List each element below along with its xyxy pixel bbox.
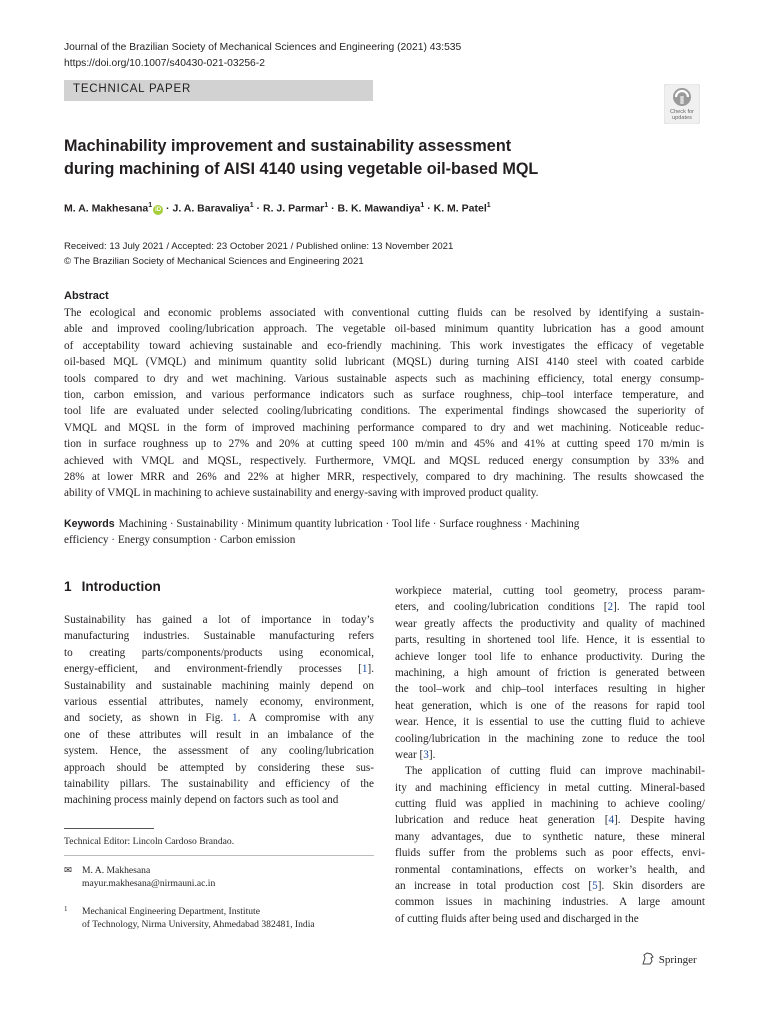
body-line xyxy=(395,681,705,697)
section-banner xyxy=(64,80,373,101)
author-affiliation-mark: 1 xyxy=(249,202,254,209)
title-line-2: during machining of AISI 4140 using vegetable oil-based MQL xyxy=(64,160,539,178)
author-separator: · xyxy=(163,202,173,215)
footnote-rule xyxy=(64,828,154,829)
body-line xyxy=(395,911,705,927)
journal-citation: Journal of the Brazilian Society of Mechanical Sciences and Engineering (2021) 43:535 xyxy=(64,42,462,53)
publication-dates xyxy=(64,240,704,269)
body-line xyxy=(395,796,705,812)
body-column-right xyxy=(395,583,705,927)
section-title: Introduction xyxy=(81,579,161,594)
body-text: an increase in total production cost [ xyxy=(395,880,593,893)
affiliation-line-1: Mechanical Engineering Department, Institute xyxy=(82,906,260,917)
body-line xyxy=(395,747,705,763)
body-line xyxy=(64,776,374,792)
affiliation-note xyxy=(64,903,315,931)
body-text: ity and machining efficiency in metal cutting. Mineral-based xyxy=(395,781,705,794)
body-line xyxy=(64,628,374,644)
history-dates: Received: 13 July 2021 / Accepted: 23 October 2021 / Published online: 13 November 2021 xyxy=(64,241,454,252)
envelope-icon: ✉ xyxy=(64,865,73,876)
copyright-line: © The Brazilian Society of Mechanical Sciences and Engineering 2021 xyxy=(64,255,364,267)
body-line xyxy=(395,649,705,665)
crossmark-line2: updates xyxy=(672,115,692,121)
body-text: heat generation, which is one of the reasons for rapid tool xyxy=(395,699,705,712)
body-line xyxy=(64,743,374,759)
abstract-line: of acceptability toward achieving sustainable and eco-friendly machining. This work investigates the efficacy of vegetable xyxy=(64,339,704,352)
body-text: approach should be attempted by considering these sus- xyxy=(64,761,374,774)
body-line xyxy=(395,780,705,796)
body-line xyxy=(395,812,705,828)
body-line xyxy=(64,760,374,776)
abstract-heading: Abstract xyxy=(64,290,109,302)
body-text: one of these attributes will result in an imbalance of the xyxy=(64,728,374,741)
body-line xyxy=(395,714,705,730)
author-affiliation-mark: 1 xyxy=(324,202,329,209)
publisher-logo xyxy=(640,952,697,966)
citation-link[interactable]: 2 xyxy=(607,601,614,614)
body-text: fluids suffer from the problems such as poor effects, envi- xyxy=(395,847,705,860)
body-text: manufacturing industries. Sustainable manufacturing refers xyxy=(64,630,374,643)
body-text: energy-efficient, and environment-friendly processes [ xyxy=(64,663,362,676)
body-text: various essential attributes, namely economy, environment, xyxy=(64,695,374,708)
body-line xyxy=(64,727,374,743)
abstract-line: achieved with VMQL and MQSL, respectively. Furthermore, VMQL and MQSL reduced energy consumption by 33% and xyxy=(64,454,704,467)
body-text: of cutting fluids after being used and discharged in the xyxy=(395,912,639,925)
keywords-line-1: Machining · Sustainability · Minimum quantity lubrication · Tool life · Surface roughness · Machining xyxy=(118,518,580,530)
author-name[interactable]: K. M. Patel xyxy=(433,202,487,215)
author-name[interactable]: B. K. Mawandiya xyxy=(337,202,421,215)
affiliation-number: 1 xyxy=(64,905,68,913)
body-text: wear greatly affects the productivity and quality of machined xyxy=(395,617,705,630)
body-text: common issues in machining industries. A large amount xyxy=(395,896,705,909)
body-text: eters, and cooling/lubrication conditions [ xyxy=(395,601,608,614)
crossmark-icon xyxy=(664,84,700,124)
publisher-name: Springer xyxy=(658,954,697,966)
author-list xyxy=(64,202,724,215)
author-name[interactable]: M. A. Makhesana xyxy=(64,202,149,215)
author-name[interactable]: R. J. Parmar xyxy=(262,202,325,215)
keywords-block xyxy=(64,516,704,549)
keywords-line-2: efficiency · Energy consumption · Carbon emission xyxy=(64,534,296,547)
body-line xyxy=(395,583,705,599)
abstract-line: able and improved cooling/lubrication approach. The vegetable oil-based minimum quantity lubrication has a good amount xyxy=(64,323,704,336)
body-line xyxy=(395,599,705,615)
author-separator: · xyxy=(424,202,434,215)
body-line xyxy=(64,645,374,661)
section-number: 1 xyxy=(64,579,72,594)
body-line xyxy=(395,665,705,681)
citation-link[interactable]: 1 xyxy=(361,663,368,676)
body-text: ]. Skin disorders are xyxy=(597,880,705,893)
body-line xyxy=(395,632,705,648)
author-affiliation-mark: 1 xyxy=(486,202,491,209)
body-line xyxy=(64,612,374,628)
body-text: machining, a high amount of friction is generated between xyxy=(395,666,705,679)
section-heading-introduction xyxy=(64,579,161,594)
abstract-line: tool life are evaluated under selected cooling/lubricating conditions. The experimental findings showcased the superiority of xyxy=(64,405,704,418)
author-affiliation-mark: 1 xyxy=(148,202,153,209)
author-separator: · xyxy=(328,202,338,215)
article-title xyxy=(64,135,704,181)
body-line xyxy=(395,698,705,714)
body-text: and society, as shown in Fig. xyxy=(64,712,232,725)
body-line xyxy=(395,829,705,845)
springer-horse-icon xyxy=(640,952,656,965)
crossmark-line1: Check for xyxy=(670,109,694,115)
author-separator: · xyxy=(253,202,263,215)
contact-name: M. A. Makhesana xyxy=(82,865,151,876)
body-text: lubrication and reduce heat generation [ xyxy=(395,814,609,827)
body-line xyxy=(395,616,705,632)
body-text: The application of cutting fluid can improve machinabil- xyxy=(405,765,705,778)
abstract-line: tion, carbon emission, and various performance indicators such as surface roughness, chip–tool interface temperature, and xyxy=(64,388,704,401)
citation-link[interactable]: 1 xyxy=(232,712,238,725)
body-line xyxy=(64,694,374,710)
technical-editor-note: Technical Editor: Lincoln Cardoso Brandao. xyxy=(64,836,235,847)
body-text: cooling/lubrication in the machining zone to reduce the tool xyxy=(395,732,705,745)
abstract-line: 28% at lower MRR and 26% and 22% at higher MRR, respectively, compared to dry machining. The results showcased the xyxy=(64,470,704,483)
keywords-label: Keywords xyxy=(64,518,115,530)
body-line xyxy=(395,878,705,894)
body-text: wear. Hence, it is essential to use the cutting fluid to achieve xyxy=(395,716,705,729)
abstract-line: VMQL and MQSL in the form of improved machining performance compared to dry and wet machining. Noticeable reduc- xyxy=(64,421,704,434)
affiliation-line-2: of Technology, Nirma University, Ahmedabad 382481, India xyxy=(82,919,315,930)
body-text: Sustainability has gained a lot of importance in today’s xyxy=(64,614,374,626)
citation-link[interactable]: 5 xyxy=(592,880,598,893)
body-line xyxy=(395,845,705,861)
body-text: . A compromise with any xyxy=(237,712,374,725)
abstract-line: oil-based MQL (VMQL) and minimum quantity solid lubricant (MQSL) during turning AISI 4140 steel with coated carbide xyxy=(64,356,704,369)
contact-email[interactable]: mayur.makhesana@nirmauni.ac.in xyxy=(82,878,216,889)
citation-link[interactable]: 4 xyxy=(608,814,615,827)
body-line xyxy=(395,731,705,747)
body-text: wear [ xyxy=(395,748,424,761)
corresponding-author xyxy=(64,864,215,890)
author-affiliation-mark: 1 xyxy=(420,202,425,209)
body-text: tainability pillars. The sustainability and efficiency of the xyxy=(64,777,374,790)
body-text: ]. xyxy=(367,663,374,676)
body-line xyxy=(64,710,374,726)
orcid-icon[interactable]: iD xyxy=(155,206,162,213)
author-name[interactable]: J. A. Baravaliya xyxy=(172,202,250,215)
body-column-left xyxy=(64,612,374,809)
body-text: cutting fluid was applied in machining to achieve cooling/ xyxy=(395,798,705,811)
title-line-1: Machinability improvement and sustainability assessment xyxy=(64,137,512,155)
abstract-line: The ecological and economic problems associated with conventional cutting fluids can be resolved by identifying a sustain- xyxy=(64,307,704,319)
doi-link[interactable]: https://doi.org/10.1007/s40430-021-03256-2 xyxy=(64,58,265,69)
section-label: TECHNICAL PAPER xyxy=(73,83,192,95)
abstract-body xyxy=(64,305,704,502)
journal-header xyxy=(64,40,624,72)
body-line xyxy=(395,862,705,878)
body-text: parts, resulting in shortened tool life. Hence, it is essential to xyxy=(395,634,705,647)
footnote-divider xyxy=(64,855,374,856)
abstract-line: tools compared to dry and wet machining. Various sustainable aspects such as machining efficiency, total energy consump- xyxy=(64,372,704,385)
body-text: to creating parts/components/products using economical, xyxy=(64,646,374,659)
body-text: ronmental contaminations, effects on worker’s health, and xyxy=(395,863,705,876)
body-text: ]. The rapid tool xyxy=(613,601,705,614)
body-text: workpiece material, cutting tool geometry, process param- xyxy=(395,585,705,597)
body-line xyxy=(64,678,374,694)
body-text: machining process mainly depend on factors such as tool and xyxy=(64,794,339,807)
check-for-updates-badge[interactable] xyxy=(664,84,700,124)
citation-link[interactable]: 3 xyxy=(423,748,429,761)
body-text: many advantages, due to synthetic nature, these mineral xyxy=(395,830,705,843)
body-text: the tool–work and chip–tool interfaces resulting in higher xyxy=(395,683,705,696)
body-text: Sustainability and sustainable machining mainly depend on xyxy=(64,679,374,692)
body-text: ]. Despite having xyxy=(614,814,705,827)
abstract-line: tion in surface roughness up to 27% and 20% at cutting speed 100 m/min and 45% and 41% at cutting speed 170 m/min is xyxy=(64,438,704,451)
body-text: achieve longer tool life to enhance productivity. During the xyxy=(395,650,705,663)
body-text: system. Hence, the assessment of any cooling/lubrication xyxy=(64,745,374,758)
abstract-line: ability of VMQL in machining to achieve sustainability and energy-saving with improved product quality. xyxy=(64,487,539,500)
body-line xyxy=(395,894,705,910)
body-text: ]. xyxy=(428,748,436,761)
body-line xyxy=(64,792,374,808)
body-line xyxy=(395,763,705,779)
body-line xyxy=(64,661,374,677)
